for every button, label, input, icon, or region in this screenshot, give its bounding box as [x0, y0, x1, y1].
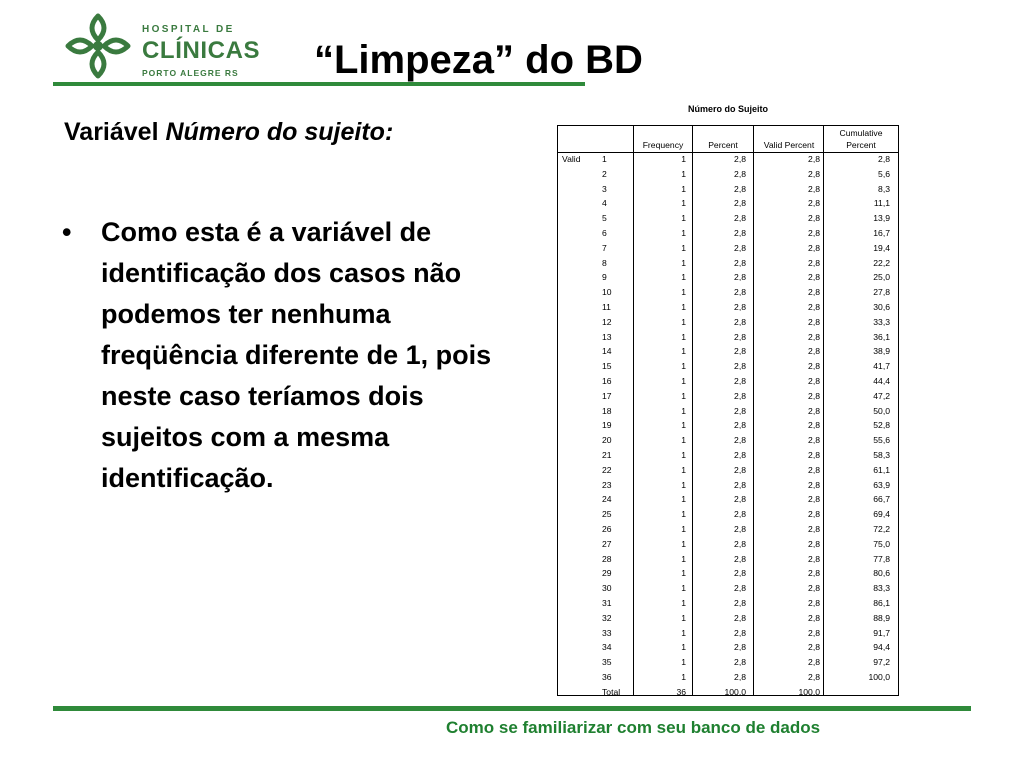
table-row	[558, 642, 898, 657]
row-valid-percent: 2,8	[808, 627, 820, 638]
row-frequency: 1	[681, 168, 686, 179]
row-category: 14	[602, 346, 612, 357]
row-frequency: 1	[681, 583, 686, 594]
row-valid-percent: 2,8	[808, 183, 820, 194]
row-cumulative-percent: 63,9	[873, 479, 890, 490]
row-percent: 2,8	[734, 642, 746, 653]
table-row	[558, 391, 898, 406]
subtitle-italic: Número do sujeito:	[165, 118, 394, 146]
row-category: 11	[602, 302, 611, 312]
row-frequency: 1	[681, 183, 686, 194]
row-cumulative-percent: 16,7	[873, 228, 890, 238]
row-cumulative-percent: 97,2	[873, 657, 890, 668]
row-valid-percent: 2,8	[808, 612, 820, 623]
table-row	[558, 361, 898, 376]
footer-text: Como se familiarizar com seu banco de dados	[446, 718, 821, 737]
row-percent: 2,8	[734, 228, 746, 238]
row-cumulative-percent: 27,8	[873, 287, 890, 298]
row-percent: 2,8	[734, 213, 746, 224]
row-category: 24	[602, 494, 612, 505]
valid-label: Valid	[562, 154, 581, 164]
row-cumulative-percent: 69,4	[873, 509, 890, 520]
row-percent: 2,8	[734, 524, 746, 534]
row-frequency: 36	[676, 686, 686, 697]
slide-subtitle	[64, 116, 393, 148]
row-percent: 2,8	[734, 198, 746, 209]
row-percent: 2,8	[734, 435, 746, 446]
row-category: 4	[602, 198, 607, 209]
row-cumulative-percent: 44,4	[873, 376, 890, 386]
row-valid-percent: 2,8	[808, 168, 820, 179]
row-valid-percent: 2,8	[808, 346, 820, 357]
row-percent: 2,8	[734, 627, 746, 638]
row-valid-percent: 2,8	[808, 405, 820, 416]
row-category: 8	[602, 257, 607, 268]
row-percent: 2,8	[734, 346, 746, 357]
row-valid-percent: 2,8	[808, 242, 820, 253]
row-valid-percent: 2,8	[808, 479, 820, 490]
row-percent: 2,8	[734, 450, 746, 460]
row-valid-percent: 2,8	[808, 154, 820, 164]
row-cumulative-percent: 25,0	[873, 272, 890, 283]
title-underline	[53, 82, 585, 86]
row-cumulative-percent: 86,1	[873, 598, 890, 608]
table-row	[558, 613, 898, 628]
row-percent: 2,8	[734, 272, 746, 283]
row-cumulative-percent: 58,3	[873, 450, 890, 460]
row-percent: 2,8	[734, 464, 746, 475]
row-category: 6	[602, 228, 607, 238]
row-frequency: 1	[681, 302, 686, 312]
row-valid-percent: 2,8	[808, 509, 820, 520]
table-row	[558, 435, 898, 450]
row-frequency: 1	[681, 316, 686, 327]
row-frequency: 1	[681, 213, 686, 224]
row-category: 1	[602, 154, 607, 164]
logo-line-1: HOSPITAL DE	[142, 24, 235, 35]
row-frequency: 1	[681, 494, 686, 505]
row-category: 13	[602, 331, 612, 342]
row-cumulative-percent: 36,1	[873, 331, 890, 342]
row-percent: 2,8	[734, 509, 746, 520]
row-category: 3	[602, 183, 607, 194]
row-valid-percent: 2,8	[808, 361, 820, 372]
table-row	[558, 258, 898, 273]
row-frequency: 1	[681, 642, 686, 653]
row-category: 2	[602, 168, 607, 179]
row-frequency: 1	[681, 287, 686, 298]
table-row	[558, 332, 898, 347]
table-row	[558, 465, 898, 480]
row-percent: 2,8	[734, 242, 746, 253]
row-percent: 2,8	[734, 553, 746, 564]
row-cumulative-percent: 77,8	[873, 553, 890, 564]
table-row	[558, 287, 898, 302]
row-percent: 100,0	[724, 686, 746, 697]
row-percent: 2,8	[734, 376, 746, 386]
row-percent: 2,8	[734, 168, 746, 179]
table-row	[558, 228, 898, 243]
table-row	[558, 169, 898, 184]
row-frequency: 1	[681, 272, 686, 283]
row-valid-percent: 2,8	[808, 642, 820, 653]
row-cumulative-percent: 8,3	[878, 183, 890, 194]
table-row	[558, 154, 898, 169]
row-valid-percent: 2,8	[808, 435, 820, 446]
row-percent: 2,8	[734, 287, 746, 298]
row-category: 29	[602, 568, 612, 579]
row-category: 19	[602, 420, 612, 431]
row-valid-percent: 2,8	[808, 598, 820, 608]
row-cumulative-percent: 11,1	[873, 198, 890, 209]
row-frequency: 1	[681, 509, 686, 520]
row-frequency: 1	[681, 464, 686, 475]
row-cumulative-percent: 47,2	[873, 390, 890, 401]
table-row	[558, 524, 898, 539]
row-category: 17	[602, 390, 612, 401]
row-cumulative-percent: 41,7	[873, 361, 890, 372]
row-category: 20	[602, 435, 612, 446]
row-category: 5	[602, 213, 607, 224]
table-row	[558, 657, 898, 672]
row-cumulative-percent: 52,8	[873, 420, 890, 431]
row-valid-percent: 2,8	[808, 228, 820, 238]
row-frequency: 1	[681, 390, 686, 401]
row-frequency: 1	[681, 568, 686, 579]
table-row	[558, 213, 898, 228]
row-percent: 2,8	[734, 331, 746, 342]
row-frequency: 1	[681, 154, 686, 164]
row-frequency: 1	[681, 257, 686, 268]
table-row	[558, 568, 898, 583]
row-percent: 2,8	[734, 405, 746, 416]
hospital-logo	[62, 10, 261, 82]
row-frequency: 1	[681, 331, 686, 342]
row-cumulative-percent: 75,0	[873, 538, 890, 549]
footer-rule	[53, 706, 971, 711]
row-frequency: 1	[681, 405, 686, 416]
table-row	[558, 509, 898, 524]
row-category: 10	[602, 287, 612, 298]
row-cumulative-percent: 33,3	[873, 316, 890, 327]
row-category: 32	[602, 612, 612, 623]
row-valid-percent: 2,8	[808, 672, 820, 682]
table-row	[558, 376, 898, 391]
row-valid-percent: 2,8	[808, 316, 820, 327]
row-category: Total	[602, 686, 621, 697]
row-category: 23	[602, 479, 612, 490]
row-frequency: 1	[681, 346, 686, 357]
row-cumulative-percent: 19,4	[873, 242, 890, 253]
row-category: 25	[602, 509, 612, 520]
header-cumulative: Cumulative	[839, 128, 883, 138]
table-row	[558, 184, 898, 199]
row-valid-percent: 2,8	[808, 568, 820, 579]
row-cumulative-percent: 38,9	[873, 346, 890, 357]
table-row	[558, 406, 898, 421]
row-cumulative-percent: 13,9	[873, 213, 890, 224]
table-row	[558, 687, 898, 702]
row-valid-percent: 2,8	[808, 583, 820, 594]
row-percent: 2,8	[734, 479, 746, 490]
row-category: 7	[602, 242, 607, 253]
row-cumulative-percent: 80,6	[873, 568, 890, 579]
row-valid-percent: 2,8	[808, 257, 820, 268]
row-percent: 2,8	[734, 583, 746, 594]
row-percent: 2,8	[734, 361, 746, 372]
row-frequency: 1	[681, 450, 686, 460]
row-frequency: 1	[681, 657, 686, 668]
row-frequency: 1	[681, 672, 686, 682]
table-row	[558, 243, 898, 258]
row-frequency: 1	[681, 376, 686, 386]
row-valid-percent: 2,8	[808, 538, 820, 549]
row-cumulative-percent: 55,6	[873, 435, 890, 446]
row-valid-percent: 2,8	[808, 213, 820, 224]
row-valid-percent: 2,8	[808, 464, 820, 475]
table-row	[558, 598, 898, 613]
row-valid-percent: 2,8	[808, 657, 820, 668]
row-cumulative-percent: 72,2	[873, 524, 890, 534]
subtitle-prefix: Variável	[64, 118, 166, 146]
row-category: 18	[602, 405, 612, 416]
row-valid-percent: 2,8	[808, 524, 820, 534]
hospital-cross-logo-icon	[62, 10, 134, 82]
table-row	[558, 450, 898, 465]
row-frequency: 1	[681, 612, 686, 623]
row-percent: 2,8	[734, 494, 746, 505]
row-valid-percent: 2,8	[808, 331, 820, 342]
row-valid-percent: 2,8	[808, 494, 820, 505]
row-valid-percent: 2,8	[808, 376, 820, 386]
logo-line-3: PORTO ALEGRE RS	[142, 68, 239, 78]
table-row	[558, 317, 898, 332]
row-percent: 2,8	[734, 302, 746, 312]
table-row	[558, 539, 898, 554]
table-row	[558, 198, 898, 213]
row-percent: 2,8	[734, 390, 746, 401]
row-valid-percent: 2,8	[808, 420, 820, 431]
row-category: 28	[602, 553, 612, 564]
row-category: 33	[602, 627, 612, 638]
row-cumulative-percent: 91,7	[873, 627, 890, 638]
row-frequency: 1	[681, 242, 686, 253]
row-frequency: 1	[681, 524, 686, 534]
row-category: 12	[602, 316, 612, 327]
slide-title: “Limpeza” do BD	[314, 38, 643, 82]
frequency-table	[557, 125, 899, 696]
row-percent: 2,8	[734, 183, 746, 194]
row-category: 26	[602, 524, 612, 534]
row-category: 9	[602, 272, 607, 283]
header-valid-percent: Valid Percent	[763, 140, 815, 150]
row-cumulative-percent: 2,8	[878, 154, 890, 164]
row-cumulative-percent: 61,1	[873, 464, 890, 475]
row-valid-percent: 2,8	[808, 272, 820, 283]
row-percent: 2,8	[734, 672, 746, 682]
table-row	[558, 346, 898, 361]
table-row	[558, 302, 898, 317]
row-category: 35	[602, 657, 612, 668]
row-cumulative-percent: 100,0	[868, 672, 890, 682]
row-cumulative-percent: 83,3	[873, 583, 890, 594]
row-percent: 2,8	[734, 568, 746, 579]
row-cumulative-percent: 30,6	[873, 302, 890, 312]
table-row	[558, 480, 898, 495]
table-row	[558, 554, 898, 569]
row-category: 22	[602, 464, 612, 475]
row-frequency: 1	[681, 198, 686, 209]
bullet-marker: •	[62, 217, 72, 247]
row-valid-percent: 2,8	[808, 553, 820, 564]
header-percent: Percent	[708, 140, 738, 150]
row-valid-percent: 2,8	[808, 198, 820, 209]
row-category: 31	[602, 598, 612, 608]
row-cumulative-percent: 94,4	[873, 642, 890, 653]
row-frequency: 1	[681, 553, 686, 564]
row-valid-percent: 100,0	[798, 686, 820, 697]
row-category: 16	[602, 376, 612, 386]
row-percent: 2,8	[734, 316, 746, 327]
row-category: 36	[602, 672, 612, 682]
row-frequency: 1	[681, 435, 686, 446]
row-frequency: 1	[681, 228, 686, 238]
row-percent: 2,8	[734, 612, 746, 623]
table-title: Número do Sujeito	[687, 104, 768, 114]
row-frequency: 1	[681, 598, 686, 608]
table-row	[558, 494, 898, 509]
row-valid-percent: 2,8	[808, 287, 820, 298]
row-category: 15	[602, 361, 612, 372]
row-frequency: 1	[681, 479, 686, 490]
row-percent: 2,8	[734, 538, 746, 549]
table-row	[558, 420, 898, 435]
row-cumulative-percent: 50,0	[873, 405, 890, 416]
row-cumulative-percent: 88,9	[873, 612, 890, 623]
logo-line-2: CLÍNICAS	[142, 37, 261, 64]
header-frequency: Frequency	[642, 140, 684, 150]
row-category: 21	[602, 450, 612, 460]
row-cumulative-percent: 5,6	[878, 168, 890, 179]
row-category: 34	[602, 642, 612, 653]
row-frequency: 1	[681, 538, 686, 549]
row-frequency: 1	[681, 420, 686, 431]
table-row	[558, 628, 898, 643]
row-cumulative-percent: 66,7	[873, 494, 890, 505]
bullet-text: Como esta é a variável de identificação dos casos não podemos ter nenhuma freqüência diferente de 1, pois neste caso teríamos dois sujeitos com a mesma identificação.	[101, 217, 492, 493]
row-valid-percent: 2,8	[808, 450, 820, 460]
row-frequency: 1	[681, 361, 686, 372]
row-valid-percent: 2,8	[808, 302, 820, 312]
row-frequency: 1	[681, 627, 686, 638]
table-row	[558, 583, 898, 598]
table-header	[558, 126, 898, 153]
row-percent: 2,8	[734, 154, 746, 164]
row-category: 30	[602, 583, 612, 594]
row-category: 27	[602, 538, 612, 549]
row-percent: 2,8	[734, 257, 746, 268]
row-percent: 2,8	[734, 657, 746, 668]
row-percent: 2,8	[734, 420, 746, 431]
row-valid-percent: 2,8	[808, 390, 820, 401]
table-row	[558, 672, 898, 687]
row-cumulative-percent: 22,2	[873, 257, 890, 268]
row-percent: 2,8	[734, 598, 746, 608]
table-row	[558, 272, 898, 287]
header-cumulative-percent: Percent	[846, 140, 876, 150]
